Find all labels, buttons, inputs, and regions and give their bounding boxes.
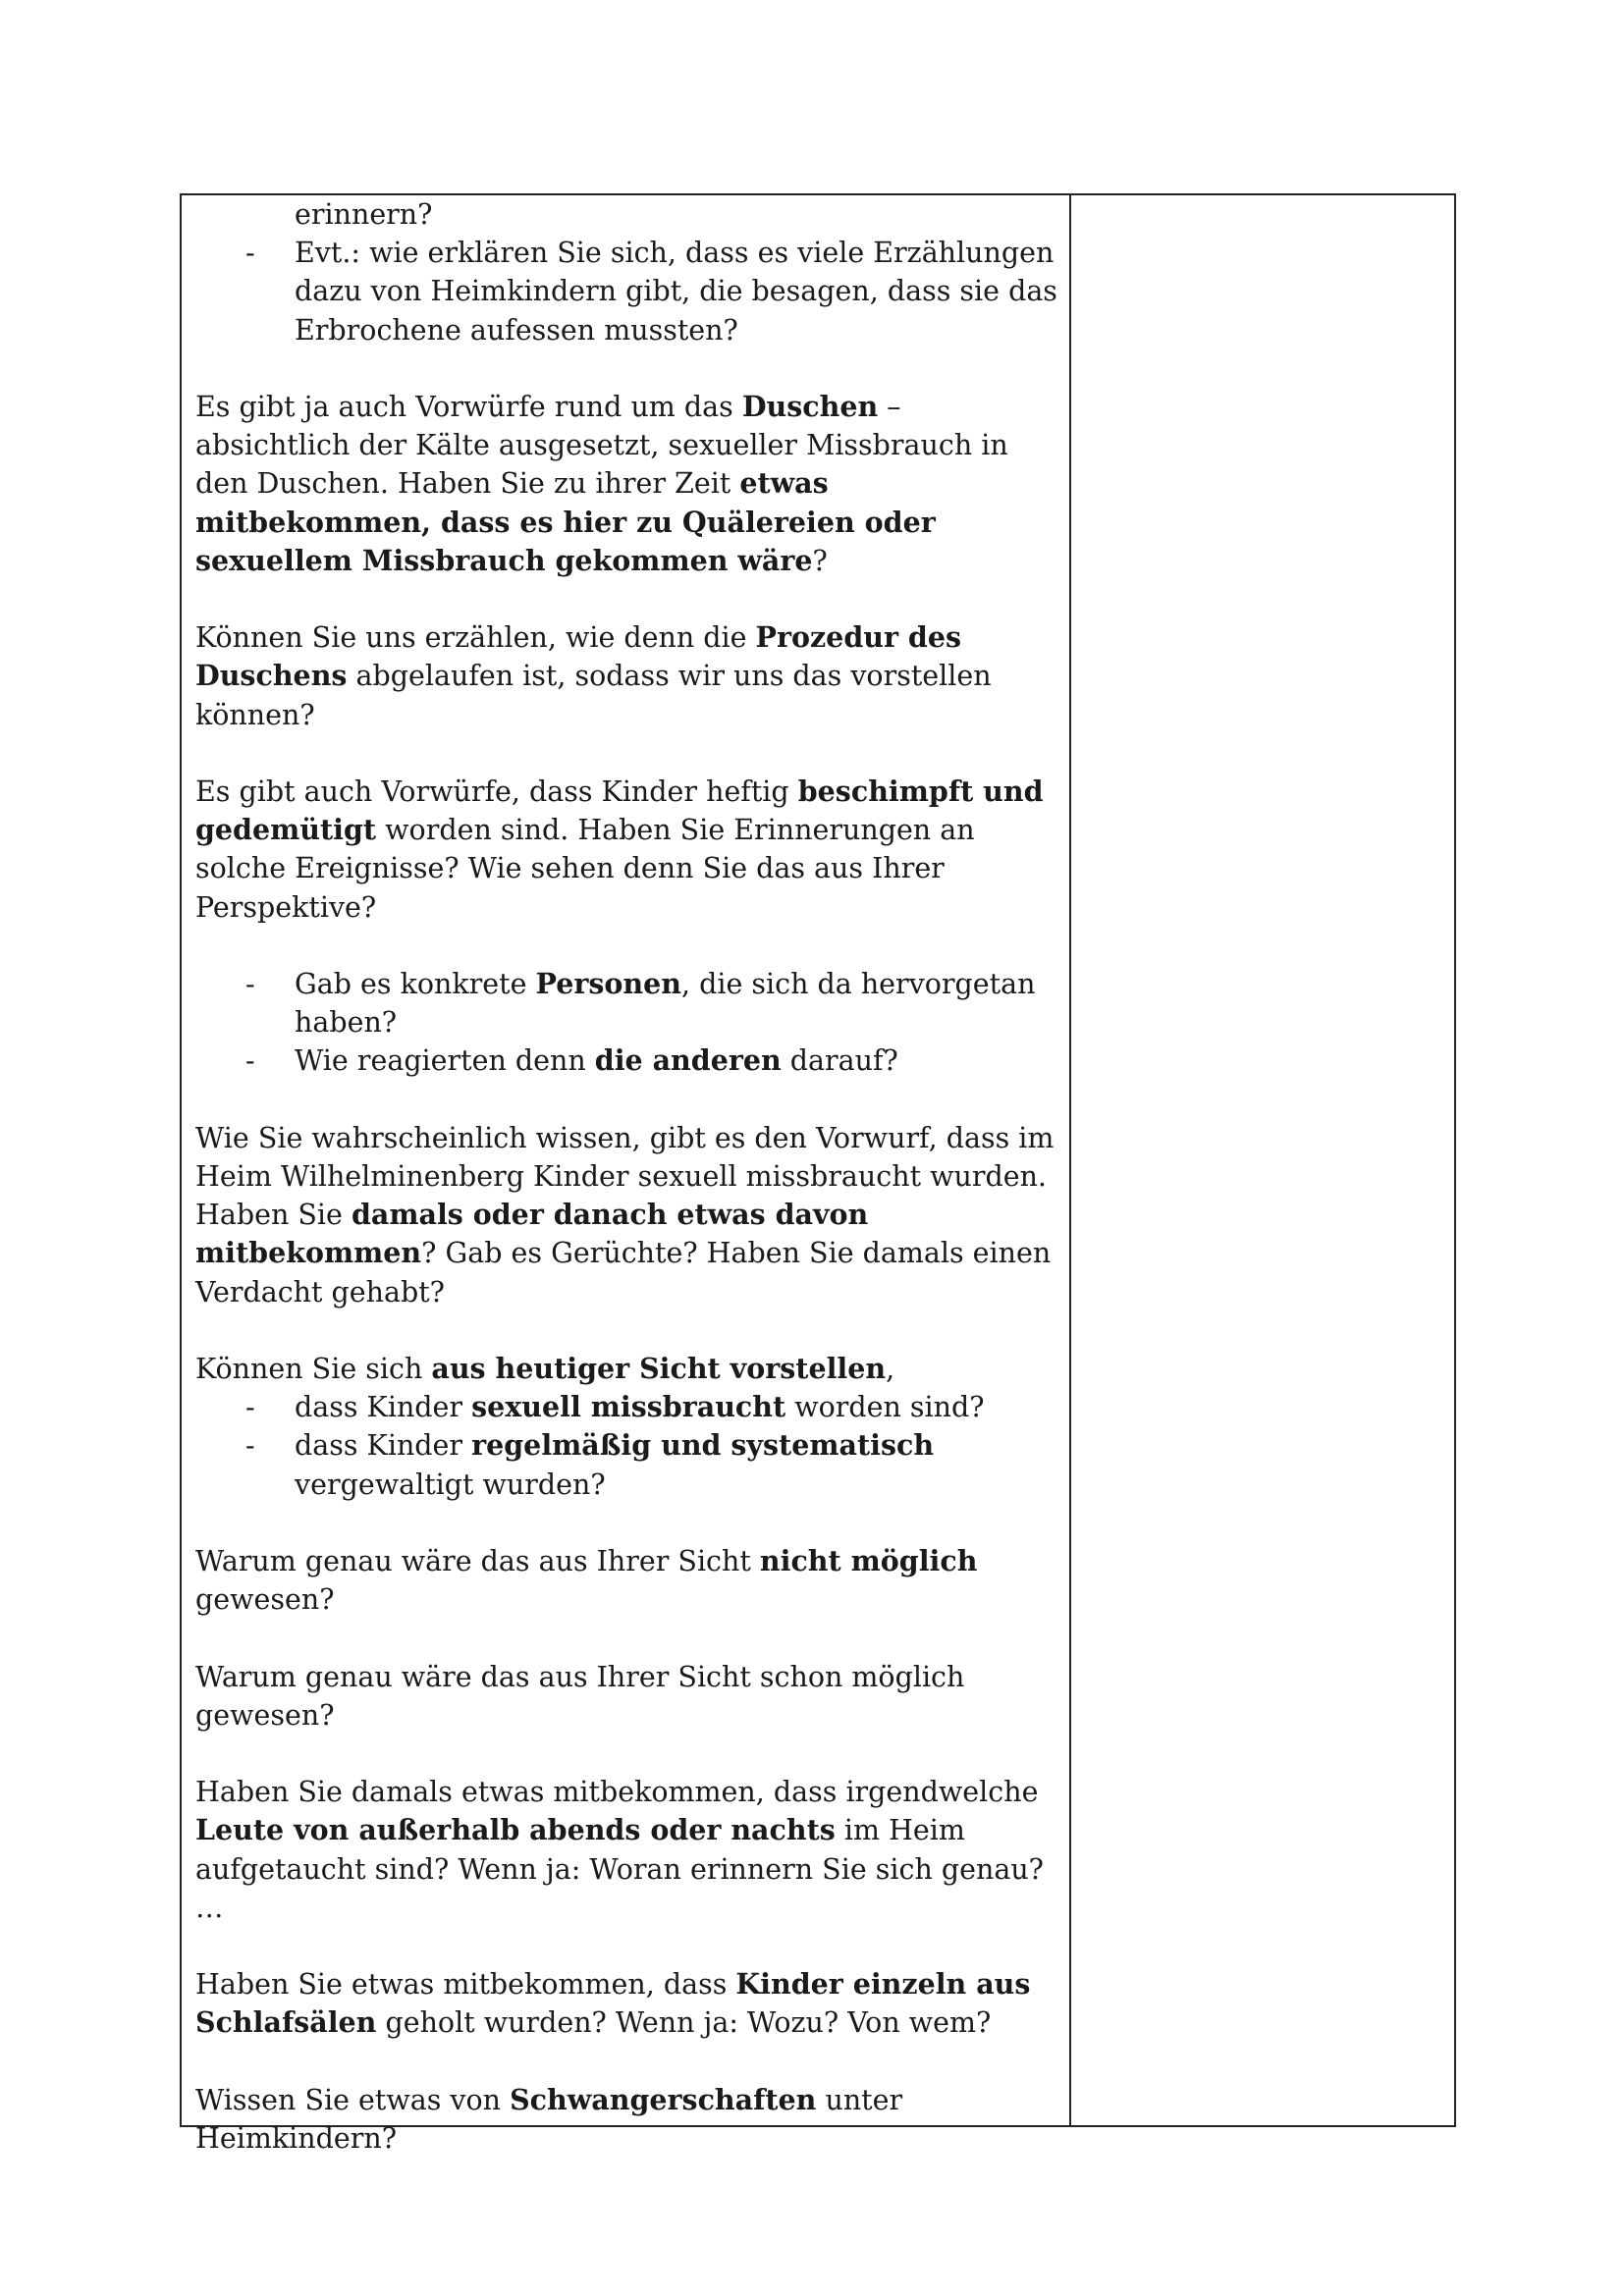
text-run: dass Kinder [295,1391,472,1424]
bullet-dash: - [245,968,255,1000]
text-run: Haben Sie damals etwas mitbekommen, dass irgendwelche [195,1776,1039,1809]
text-run: Wie reagierten denn [295,1044,595,1078]
text-run: Wissen Sie etwas von [195,2083,511,2116]
text-run: Wie Sie wahrscheinlich wissen, gibt es den Vorwurf, dass im Heim Wilhelminenberg Kinder sexuell missbraucht wurden. Haben Sie [195,1121,1055,1232]
bold-text: aus heutiger Sicht vorstellen [431,1352,887,1385]
list-item [195,234,1059,349]
paragraph-leute-ausserhalb [195,1773,1059,1927]
text-run: , [886,1353,895,1385]
bold-text: sexuell missbraucht [471,1390,786,1424]
text-run: Warum genau wäre das aus Ihrer Sicht [195,1545,760,1577]
text-run: Können Sie uns erzählen, wie denn die [195,621,756,655]
paragraph-beschimpft [195,773,1059,927]
text-run: Es gibt ja auch Vorwürfe rund um das [195,391,742,423]
text-run: vergewaltigt wurden? [295,1468,606,1501]
text-run: Warum genau wäre das aus Ihrer Sicht schon möglich gewesen? [195,1660,965,1732]
paragraph-vorwurf [195,1119,1059,1311]
paragraph-schwangerschaften [195,2081,1059,2158]
text-run: geholt wurden? Wenn ja: Wozu? Von wem? [376,2006,992,2040]
list-item [195,1426,1059,1503]
bold-text: Prozedur des Duschens [195,620,962,693]
list-item [195,1041,1059,1080]
bold-text: die anderen [594,1043,782,1078]
bullet-list-personen [195,965,1059,1081]
text-run: , die sich da hervorgetan haben? [295,968,1036,1040]
bold-text: beschimpft und gedemütigt [195,774,1044,847]
bold-text: nicht möglich [759,1544,978,1577]
bold-text: Duschen [741,390,879,423]
bold-text: Personen [535,967,681,1000]
bold-text: regelmäßig und systematisch [471,1428,935,1463]
continued-bullet-text: erinnern? [295,198,433,231]
interview-table [180,193,1456,2155]
bold-text: Kinder einzeln aus Schlafsälen [195,1967,1031,2040]
questions-content [195,195,1059,2158]
paragraph-nicht-moeglich [195,1542,1059,1619]
list-item [195,1388,1059,1426]
bullet-dash: - [245,1044,255,1078]
bullet-list-missbrauch [195,1388,1059,1504]
text-run: ? Gab es Gerüchte? Haben Sie damals einen Verdacht gehabt? [195,1237,1052,1308]
bold-text: etwas mitbekommen, dass es hier zu Quälereien oder sexuellem Missbrauch gekommen wäre [195,466,936,577]
bullet-dash: - [245,1391,255,1424]
text-run: Es gibt auch Vorwürfe, dass Kinder heftig [195,775,798,808]
text-run: worden sind? [785,1391,985,1424]
paragraph-heutige-sicht [195,1350,1059,1388]
questions-column [182,195,1071,2155]
text-run: ? [812,544,828,577]
bullet-dash: - [245,237,255,270]
text-run: Evt.: wie erklären Sie sich, dass es viele Erzählungen dazu von Heimkindern gibt, die besagen, dass sie das Erbrochene aufessen mussten? [295,237,1057,347]
text-run: dass Kinder [295,1429,472,1463]
paragraph-duschen [195,388,1059,580]
bold-text: Schwangerschaften [510,2082,817,2116]
text-run: im Heim aufgetaucht sind? Wenn ja: Woran erinnern Sie sich genau? … [195,1814,1044,1924]
paragraph-schon-moeglich [195,1658,1059,1735]
paragraph-prozedur [195,618,1059,734]
text-run: Haben Sie etwas mitbekommen, dass [195,1968,736,2002]
text-run: unter Heimkindern? [195,2083,903,2155]
text-run: Können Sie sich [195,1353,432,1385]
text-run: worden sind. Haben Sie Erinnerungen an solche Ereignisse? Wie sehen denn Sie das aus Ihrer Perspektive? [195,814,975,924]
bullet-list-erbrochenes [195,234,1059,349]
text-run: abgelaufen ist, sodass wir uns das vorstellen können? [195,660,992,731]
bold-text: damals oder danach etwas davon mitbekommen [195,1198,869,1270]
paragraph-schlafsaele [195,1965,1059,2042]
list-item [195,965,1059,1041]
text-run: – absichtlich der Kälte ausgesetzt, sexueller Missbrauch in den Duschen. Haben Sie zu ihrer Zeit [195,391,1008,501]
bullet-dash: - [245,1429,255,1463]
notes-column [1071,195,1454,2125]
text-run: gewesen? [195,1583,335,1617]
text-run: darauf? [781,1044,898,1078]
bold-text: Leute von außerhalb abends oder nachts [195,1813,836,1847]
text-run: Gab es konkrete [295,968,536,1000]
